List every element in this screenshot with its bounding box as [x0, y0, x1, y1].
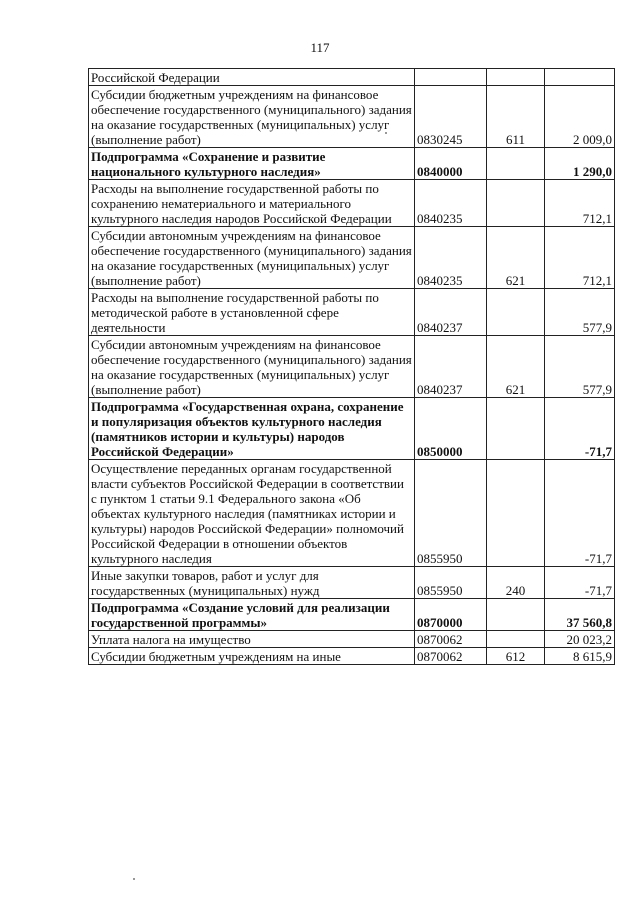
row-name-cell: Субсидии бюджетным учреждениям на финансовое обеспечение государственного (муниципального) задания на оказание государственных (муниципальных) услуг (выполнение работ)	[89, 86, 415, 148]
row-sum-cell: -71,7	[545, 460, 615, 567]
table-row	[89, 567, 615, 599]
row-code-cell	[415, 69, 487, 86]
row-vr-cell	[487, 289, 545, 336]
row-code-cell: 0840000	[415, 148, 487, 180]
row-sum-cell	[545, 69, 615, 86]
row-sum-cell: -71,7	[545, 398, 615, 460]
row-sum-cell: 37 560,8	[545, 599, 615, 631]
row-vr-cell	[487, 631, 545, 648]
scan-speck	[385, 132, 387, 134]
table-row	[89, 180, 615, 227]
row-sum-cell: 2 009,0	[545, 86, 615, 148]
table-row	[89, 289, 615, 336]
row-vr-cell	[487, 180, 545, 227]
row-name-cell: Российской Федерации	[89, 69, 415, 86]
row-vr-cell	[487, 69, 545, 86]
scan-speck	[133, 878, 135, 880]
table-row	[89, 631, 615, 648]
row-code-cell: 0855950	[415, 460, 487, 567]
row-vr-cell	[487, 460, 545, 567]
row-name-cell: Субсидии автономным учреждениям на финансовое обеспечение государственного (муниципального) задания на оказание государственных (муниципальных) услуг (выполнение работ)	[89, 336, 415, 398]
row-code-cell: 0840237	[415, 336, 487, 398]
table-row	[89, 599, 615, 631]
table-row	[89, 148, 615, 180]
table-row	[89, 398, 615, 460]
row-name-cell: Иные закупки товаров, работ и услуг для государственных (муниципальных) нужд	[89, 567, 415, 599]
row-code-cell: 0830245	[415, 86, 487, 148]
row-code-cell: 0870000	[415, 599, 487, 631]
row-name-cell: Субсидии автономным учреждениям на финансовое обеспечение государственного (муниципального) задания на оказание государственных (муниципальных) услуг (выполнение работ)	[89, 227, 415, 289]
row-code-cell: 0840235	[415, 180, 487, 227]
row-name-cell: Подпрограмма «Государственная охрана, сохранение и популяризация объектов культурного наследия (памятников истории и культуры) народов Российской Федерации»	[89, 398, 415, 460]
row-sum-cell: 1 290,0	[545, 148, 615, 180]
row-sum-cell: 20 023,2	[545, 631, 615, 648]
row-name-cell: Уплата налога на имущество	[89, 631, 415, 648]
row-name-cell: Субсидии бюджетным учреждениям на иные	[89, 648, 415, 665]
row-code-cell: 0840235	[415, 227, 487, 289]
row-name-cell: Подпрограмма «Создание условий для реализации государственной программы»	[89, 599, 415, 631]
row-code-cell: 0850000	[415, 398, 487, 460]
row-name-cell: Подпрограмма «Сохранение и развитие национального культурного наследия»	[89, 148, 415, 180]
table-row	[89, 86, 615, 148]
row-sum-cell: -71,7	[545, 567, 615, 599]
row-code-cell: 0840237	[415, 289, 487, 336]
row-sum-cell: 577,9	[545, 336, 615, 398]
row-sum-cell: 712,1	[545, 227, 615, 289]
row-code-cell: 0870062	[415, 631, 487, 648]
row-name-cell: Расходы на выполнение государственной работы по методической работе в установленной сфере деятельности	[89, 289, 415, 336]
page-number: 117	[310, 40, 330, 55]
table-row	[89, 460, 615, 567]
row-vr-cell: 240	[487, 567, 545, 599]
row-name-cell: Расходы на выполнение государственной работы по сохранению нематериального и материального культурного наследия народов Российской Федерации	[89, 180, 415, 227]
row-sum-cell: 577,9	[545, 289, 615, 336]
row-sum-cell: 712,1	[545, 180, 615, 227]
table-row	[89, 648, 615, 665]
row-vr-cell	[487, 398, 545, 460]
row-vr-cell: 621	[487, 336, 545, 398]
budget-table	[88, 68, 615, 665]
table-row	[89, 336, 615, 398]
table-row	[89, 227, 615, 289]
row-sum-cell: 8 615,9	[545, 648, 615, 665]
table-row	[89, 69, 615, 86]
row-vr-cell	[487, 599, 545, 631]
row-vr-cell	[487, 148, 545, 180]
row-name-cell: Осуществление переданных органам государственной власти субъектов Российской Федерации в соответствии с пунктом 1 статьи 9.1 Федерального закона «Об объектах культурного наследия (памятниках истории и культуры) народов Российской Федерации» полномочий Российской Федерации в отношении объектов культурного наследия	[89, 460, 415, 567]
row-vr-cell: 621	[487, 227, 545, 289]
row-code-cell: 0870062	[415, 648, 487, 665]
row-vr-cell: 612	[487, 648, 545, 665]
row-code-cell: 0855950	[415, 567, 487, 599]
budget-table-body	[89, 69, 615, 665]
row-vr-cell: 611	[487, 86, 545, 148]
